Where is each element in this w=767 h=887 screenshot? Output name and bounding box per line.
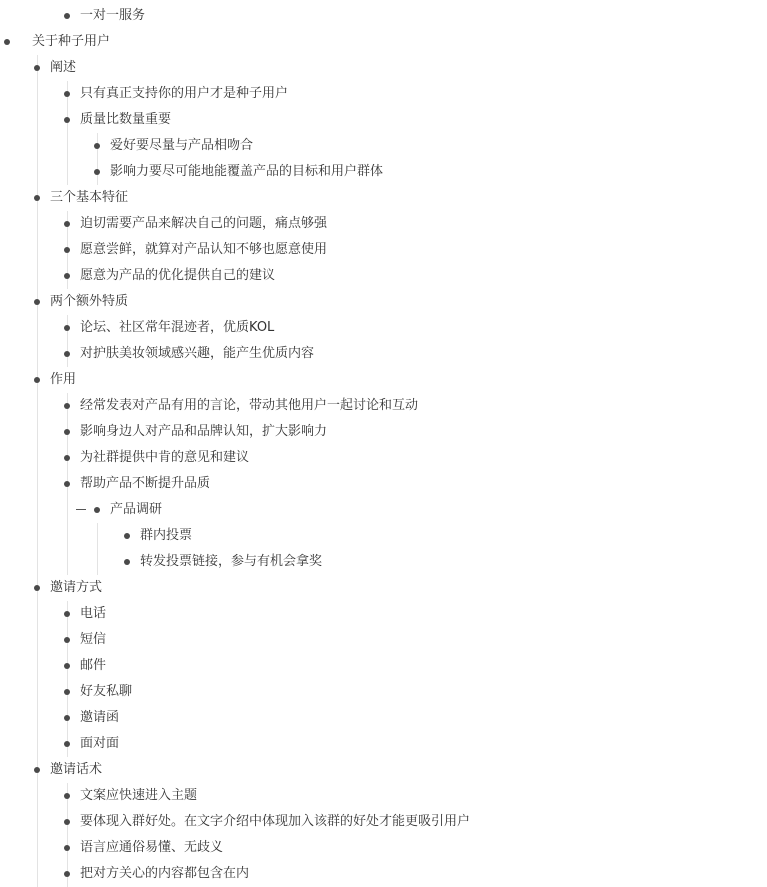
outline-item-text: 关于种子用户 (32, 34, 111, 49)
bullet-icon[interactable] (64, 13, 70, 19)
bullet-icon[interactable] (64, 273, 70, 279)
outline-item-text: 群内投票 (140, 528, 193, 543)
outline-item-text: 好友私聊 (80, 684, 133, 699)
bullet-icon[interactable] (64, 351, 70, 357)
outline-item-text: 短信 (80, 632, 107, 647)
indent-guide (67, 601, 68, 757)
indent-guide (97, 133, 98, 185)
outline-item-text: 质量比数量重要 (80, 112, 172, 127)
outline-item-text: 愿意尝鲜，就算对产品认知不够也愿意使用 (80, 242, 328, 257)
bullet-icon[interactable] (34, 299, 40, 305)
bullet-icon[interactable] (124, 559, 130, 565)
outline-item-text: 迫切需要产品来解决自己的问题，痛点够强 (80, 216, 328, 231)
bullet-icon[interactable] (34, 377, 40, 383)
outline-item-text: 把对方关心的内容都包含在内 (80, 866, 250, 881)
bullet-icon[interactable] (4, 39, 10, 45)
minus-icon (76, 509, 86, 510)
bullet-icon[interactable] (64, 221, 70, 227)
outline-item-text: 产品调研 (110, 502, 163, 517)
bullet-icon[interactable] (64, 871, 70, 877)
outline-item-text: 作用 (50, 372, 77, 387)
bullet-icon[interactable] (64, 715, 70, 721)
outline-item-text: 文案应快速进入主题 (80, 788, 198, 803)
bullet-icon[interactable] (64, 403, 70, 409)
bullet-icon[interactable] (34, 767, 40, 773)
indent-guide (67, 315, 68, 367)
bullet-icon[interactable] (64, 819, 70, 825)
bullet-icon[interactable] (64, 247, 70, 253)
outline-item-text: 论坛、社区常年混迹者，优质KOL (80, 320, 275, 335)
outline-item-text: 一对一服务 (80, 8, 146, 23)
outline-item-text: 影响力要尽可能地能覆盖产品的目标和用户群体 (110, 164, 384, 179)
indent-guide (37, 55, 38, 887)
outline-item-text: 邀请话术 (50, 762, 103, 777)
outline-item-text: 邀请方式 (50, 580, 103, 595)
outline-item-text: 对护肤美妆领域感兴趣，能产生优质内容 (80, 346, 315, 361)
bullet-icon[interactable] (34, 585, 40, 591)
outline-item-text: 只有真正支持你的用户才是种子用户 (80, 86, 289, 101)
bullet-icon[interactable] (94, 169, 100, 175)
bullet-icon[interactable] (94, 507, 100, 513)
bullet-icon[interactable] (64, 793, 70, 799)
bullet-icon[interactable] (64, 637, 70, 643)
bullet-icon[interactable] (64, 117, 70, 123)
outline-item-text: 愿意为产品的优化提供自己的建议 (80, 268, 276, 283)
bullet-icon[interactable] (34, 65, 40, 71)
bullet-icon[interactable] (64, 611, 70, 617)
outline-item-text: 阐述 (50, 60, 77, 75)
bullet-icon[interactable] (64, 845, 70, 851)
outline-item-text: 两个额外特质 (50, 294, 129, 309)
outline-item-text: 三个基本特征 (50, 190, 129, 205)
outline-item-text: 经常发表对产品有用的言论，带动其他用户一起讨论和互动 (80, 398, 419, 413)
bullet-icon[interactable] (64, 429, 70, 435)
outline-item-text: 语言应通俗易懂、无歧义 (80, 840, 224, 855)
bullet-icon[interactable] (34, 195, 40, 201)
outline-item-text: 转发投票链接，参与有机会拿奖 (140, 554, 323, 569)
outline-item-text: 影响身边人对产品和品牌认知，扩大影响力 (80, 424, 328, 439)
outline-item-text: 电话 (80, 606, 107, 621)
bullet-icon[interactable] (64, 91, 70, 97)
outline-item-text: 邮件 (80, 658, 107, 673)
outline-item-text: 帮助产品不断提升品质 (80, 476, 211, 491)
indent-guide (97, 523, 98, 575)
bullet-icon[interactable] (124, 533, 130, 539)
outline-item-text: 为社群提供中肯的意见和建议 (80, 450, 250, 465)
bullet-icon[interactable] (64, 663, 70, 669)
outline-item-text: 要体现入群好处。在文字介绍中体现加入该群的好处才能更吸引用户 (80, 814, 471, 829)
bullet-icon[interactable] (64, 741, 70, 747)
outline-item-text: 面对面 (80, 736, 120, 751)
bullet-icon[interactable] (94, 143, 100, 149)
bullet-icon[interactable] (64, 325, 70, 331)
bullet-icon[interactable] (64, 481, 70, 487)
outline-item-text: 邀请函 (80, 710, 120, 725)
bullet-icon[interactable] (64, 455, 70, 461)
collapse-icon[interactable] (74, 497, 88, 523)
bullet-icon[interactable] (64, 689, 70, 695)
outline-item-text: 爱好要尽量与产品相吻合 (110, 138, 254, 153)
